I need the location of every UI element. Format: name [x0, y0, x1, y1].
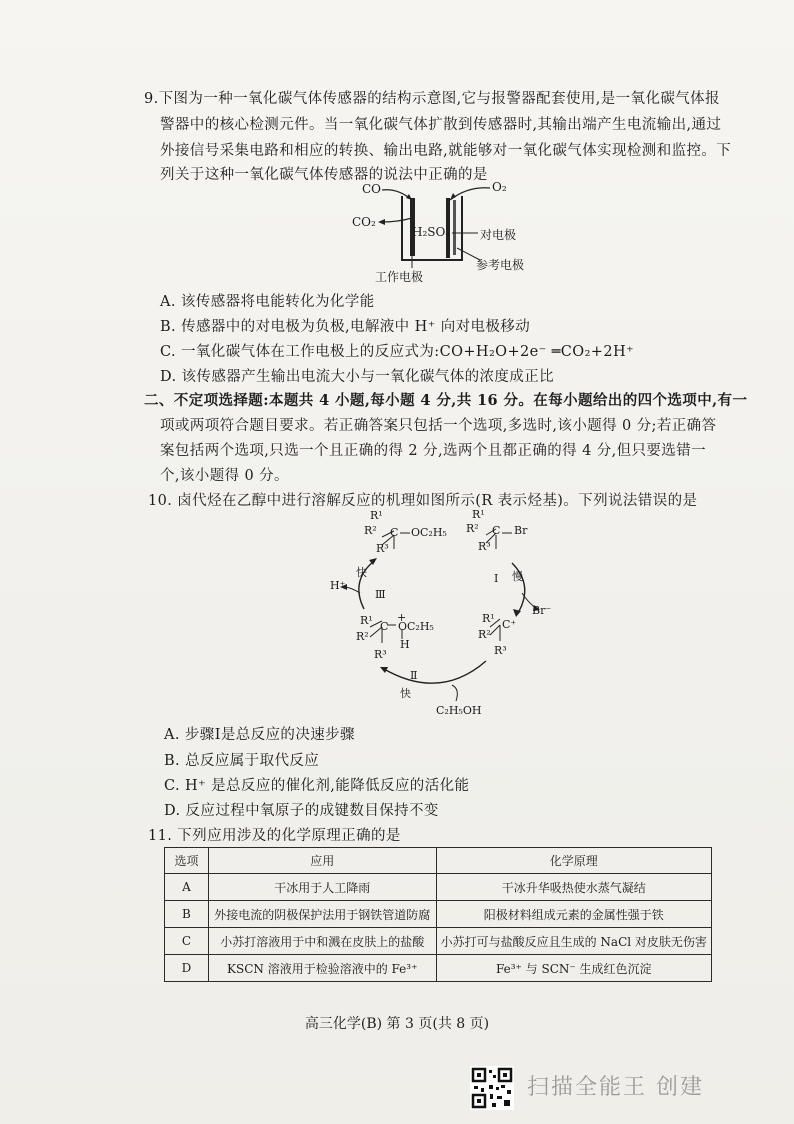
row-a-principle: 干冰升华吸热使水蒸气凝结: [436, 874, 711, 901]
row-d-option: D: [165, 955, 209, 982]
co2-label: CO₂: [352, 215, 376, 229]
q10-option-d: D. 反应过程中氧原子的成键数目保持不变: [164, 803, 439, 819]
row-d-application: KSCN 溶液用于检验溶液中的 Fe³⁺: [208, 955, 436, 982]
q9-option-a: A. 该传感器将电能转化为化学能: [160, 294, 375, 310]
section2-line-4: 个,该小题得 0 分。: [160, 468, 289, 484]
row-c-application: 小苏打溶液用于中和溅在皮肤上的盐酸: [208, 928, 436, 955]
table-row: [165, 955, 712, 982]
ml-h: H: [400, 638, 410, 651]
tr-r3: R³: [478, 540, 491, 553]
q9-line-1: 9.下图为一种一氧化碳气体传感器的结构示意图,它与报警器配套使用,是一氧化碳气体报: [144, 91, 720, 107]
q9-line-4: 列关于这种一氧化碳气体传感器的说法中正确的是: [160, 167, 488, 183]
table-header-row: [165, 848, 712, 874]
row-a-application: 干冰用于人工降雨: [208, 874, 436, 901]
q10-stem: 10. 卤代烃在乙醇中进行溶解反应的机理如图所示(R 表示烃基)。下列说法错误的是: [148, 493, 698, 509]
tl-r3: R³: [376, 542, 389, 555]
mr-c-plus: C⁺: [502, 618, 517, 631]
c2h5oh-label: C₂H₅OH: [436, 704, 482, 717]
row-c-principle: 小苏打可与盐酸反应且生成的 NaCl 对皮肤无伤害: [436, 928, 711, 955]
h2so4-label: H₂SO₄: [412, 225, 451, 239]
header-principle: 化学原理: [436, 848, 711, 874]
tl-r1: R¹: [370, 509, 383, 522]
step-1-label: Ⅰ: [494, 572, 499, 585]
q9-option-b: B. 传感器中的对电极为负极,电解液中 H⁺ 向对电极移动: [160, 319, 531, 335]
q10-option-c: C. H⁺ 是总反应的催化剂,能降低反应的活化能: [164, 778, 470, 794]
header-application: 应用: [208, 848, 436, 874]
header-option: 选项: [165, 848, 209, 874]
ml-r3: R³: [374, 648, 387, 661]
br-minus-label: Br⁻: [532, 604, 552, 617]
working-electrode-label: 工作电极: [375, 270, 424, 284]
counter-electrode-label: 对电极: [480, 228, 517, 242]
tl-r2: R²: [364, 524, 377, 537]
q9-line-2: 警器中的核心检测元件。当一氧化碳气体扩散到传感器时,其输出端产生电流输出,通过: [160, 117, 722, 133]
q9-option-d: D. 该传感器产生输出电流大小与一氧化碳气体的浓度成正比: [160, 369, 555, 385]
reference-electrode-label: 参考电极: [476, 258, 525, 272]
tl-c: C: [390, 526, 399, 539]
qr-code-icon: [470, 1066, 514, 1110]
o2-label: O₂: [492, 180, 507, 194]
q9-option-c: C. 一氧化碳气体在工作电极上的反应式为:CO+H₂O+2e⁻ ═CO₂+2H⁺: [160, 344, 635, 360]
step-1-speed: 慢: [512, 570, 523, 583]
principle-table: [164, 847, 712, 982]
mr-r1: R¹: [482, 612, 495, 625]
table-row: [165, 901, 712, 928]
step-3-speed: 快: [356, 566, 367, 579]
step-2-speed: 快: [400, 687, 411, 700]
page-footer: 高三化学(B) 第 3 页(共 8 页): [304, 1016, 490, 1032]
row-c-option: C: [165, 928, 209, 955]
tr-r2: R²: [466, 522, 479, 535]
step-2-label: Ⅱ: [410, 669, 418, 682]
h-plus-label: H⁺: [330, 579, 346, 592]
q9-line-3: 外接信号采集电路和相应的转换、输出电路,就能够对一氧化碳气体实现检测和监控。下: [160, 143, 732, 159]
q10-option-a: A. 步骤Ⅰ是总反应的决速步骤: [164, 727, 355, 743]
section2-line-3: 案包括两个选项,只选一个且正确的得 2 分,选两个且都正确的得 4 分,但只要选错一: [160, 443, 707, 459]
row-a-option: A: [165, 874, 209, 901]
section2-line-1: 二、不定项选择题:本题共 4 小题,每小题 4 分,共 16 分。在每小题给出的四个选项中,有一: [144, 392, 748, 409]
row-b-principle: 阳极材料组成元素的金属性强于铁: [436, 901, 711, 928]
ml-r2: R²: [356, 630, 369, 643]
row-b-application: 外接电流的阴极保护法用于钢铁管道防腐: [208, 901, 436, 928]
q11-stem: 11. 下列应用涉及的化学原理正确的是: [148, 828, 401, 844]
ml-r1: R¹: [360, 614, 373, 627]
row-b-option: B: [165, 901, 209, 928]
step-3-label: Ⅲ: [375, 588, 386, 601]
mr-r2: R²: [478, 628, 491, 641]
tl-oc2h5: OC₂H₅: [411, 526, 447, 539]
ml-oc2h5: OC₂H₅: [398, 620, 434, 633]
ml-c: C: [380, 620, 389, 633]
tr-c: C: [492, 524, 501, 537]
scanner-watermark: 扫描全能王 创建: [527, 1075, 704, 1100]
tr-br: Br: [514, 524, 528, 537]
q10-option-b: B. 总反应属于取代反应: [164, 753, 320, 769]
table-row: [165, 928, 712, 955]
ml-plus: +: [397, 611, 407, 624]
reference-electrode: [453, 200, 456, 255]
row-d-principle: Fe³⁺ 与 SCN⁻ 生成红色沉淀: [436, 955, 711, 982]
tr-r1: R¹: [472, 508, 485, 521]
table-row: [165, 874, 712, 901]
section2-line-2: 项或两项符合题目要求。若正确答案只包括一个选项,多选时,该小题得 0 分;若正确答: [160, 418, 717, 434]
co-label: CO: [362, 182, 382, 196]
mr-r3: R³: [494, 644, 507, 657]
